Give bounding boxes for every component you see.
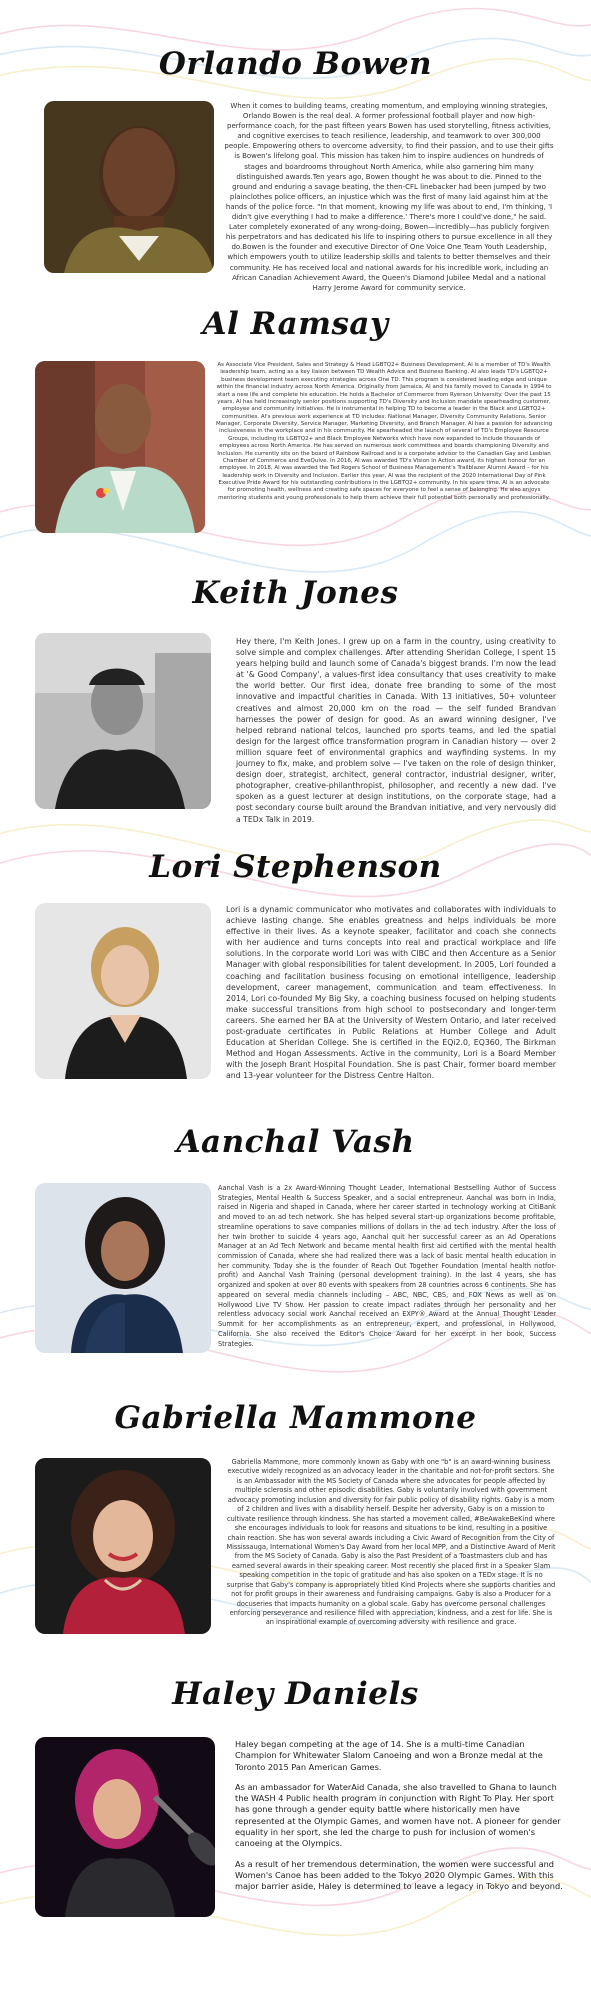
speaker-name: Aanchal Vash [176,1124,415,1160]
speaker-bio [235,1739,565,1902]
speaker-photo [35,903,211,1079]
speaker-bio: Lori is a dynamic communicator who motivates and collaborates with individuals to achieve lasting change. She enables greatness and helps individuals be more effective in their lives. As a keynote speaker, facilitator and coach she connects with her audience and turns concepts into real and practical workplace and life solutions. In the corporate world Lori was with CIBC and then Accenture as a Senior Manager with global responsibilities for talent development. In 2005, Lori founded a coaching and facilitation business focusing on emotional intelligence, leadership development, career management, communication and team effectiveness. In 2014, Lori co-founded My Big Sky, a coaching business focused on helping students make successful transitions from high school to postsecondary and longer-term careers. She earned her BA at the University of Western Ontario, and later received post-graduate certificates in Public Relations at Humber College and Adult Education at Sheridan College. She is certified in the EQi2.0, EQ360, The Birkman Method and Hogan Assessments. Active in the community, Lori is a Board Member with the Joseph Brant Hospital Foundation. She is past Chair, former board member and 13-year volunteer for the Distress Centre Halton. [226,905,556,1081]
speaker-photo [44,101,214,273]
speaker-bio: Gabriella Mammone, more commonly known as Gaby with one "b" is an award-winning business executive widely recognized as an advocacy leader in the charitable and not-for-profit sectors. She is an Ambassador with the MS Society of Canada where she advocates for people affected by multiple sclerosis and other episodic disabilities. Gaby is voluntarily involved with government advocacy promoting inclusion and diversity for fair public policy of disability rights. Gaby is a mom of 2 children and lives with a disability herself. Despite her adversity, Gaby is on a mission to cultivate resilience through kindness. She has started a movement called, #BeAwakeBeKind where she encourages individuals to look for reasons and situations to be kind, resulting in a positive chain reaction. She has won several awards including a Civic Award of Recognition from the City of Mississauga, International Women's Day Award from her local MPP, and a Distinctive Award of Merit from the MS Society of Canada. Gaby is also the Past President of a Toastmasters club and has earned several awards in their speaking career. Most recently she placed first in a Speaker Slam speaking competition in the topic of gratitude and has also spoken on a TEDx stage. It is no surprise that Gaby's company is appropriately titled Kind Projects where she supports charities and not for profit groups in their awareness and fundraising campaigns. Gaby is also a Producer for a docuseries that impacts humanity on a global scale. Gaby has overcome personal challenges enforcing perseverance and resilience filled with appreciation, kindness, and a zest for life. She is an inspirational example of overcoming adversity with resilience and grace. [226,1458,556,1627]
speaker-name: Haley Daniels [172,1676,419,1712]
speaker-bio: As Associate Vice President, Sales and Strategy & Head LGBTQ2+ Business Development, Al is a member of TD's Wealth leadership team, acting as a key liaison between TD Wealth Advice and Business Banking. Al also leads TD's LGBTQ2+ business development team executing strategies across One TD. This program is considered leading edge and unique within the financial industry across North America. Originally from Jamaica, Al and his family moved to Canada in 1994 to start a new life and complete his education. He holds a Bachelor of Commerce from Ryerson University. Over the past 15 years, Al has held increasingly senior positions supporting TD's Diversity and Inclusion mandate spearheading customer, employee and community initiatives. He is instrumental in helping TD to become a leader in the Black and LGBTQ2+ communities. Al's previous work experience at TD includes: National Manager, Diversity Community Relations, Senior Manager, Corporate Diversity, Service Manager, Marketing Diversity, and Branch Manager. Al has a passion for advancing inclusiveness in the workplace and in his community. He spearheaded the launch of several of TD's Employee Resource Groups, including its LGBTQ2+ and Black Employee Networks which have now expanded to include thousands of employees across North America. He has served on numerous work committees and boards championing Diversity and Inclusion. He currently sits on the board of Rainbow Railroad and is a corporate advisor to the Canadian Gay and Lesbian Chamber of Commerce and EveQuive. In 2016, Al was awarded TD's Vision in Action award, its highest honour for an employee. In 2018, Al was awarded the Ted Rogers School of Business Management's Trailblazer Alumni Award – for his leadership work in Diversity and Inclusion. Earlier this year, Al was the recipient of the 2020 International Day of Pink Executive Pride Award for his outstanding contributions in the LGBTQ2+ community. In his spare time, Al is an advocate for promoting health, wellness and creating safe spaces for everyone to feel a sense of belonging. He also enjoys mentoring students and young professionals to help them achieve their full potential both personally and professionally. [215,362,553,501]
speaker-bio: Aanchal Vash is a 2x Award-Winning Thought Leader, International Bestselling Author of Success Strategies, Mental Health & Success Speaker, and a social entrepreneur. Aanchal was born in India, raised in Nigeria and shaped in Canada, where her career started in technology working at CitiBank and moved to an ad tech network. She has helped several start-up organizations become profitable, streamline operations to save companies millions of dollars in the ad tech industry. After the loss of her twin brother to suicide 4 years ago, Aanchal quit her successful career as an Ad Operations Manager at an Ad Tech Network and became mental health first aid certified with the mental health commission of Canada, where she had realized there was a lack of basic mental health education in her community. Today she is the founder of Reach Out Together Foundation (mental health notfor-profit) and Aanchal Vash Training (personal development training). In the last 4 years, she has organized and spoken at over 80 events with speakers from 28 countries across 6 continents. She has appeared on several media channels including – ABC, NBC, CBS, and FOX News as well as on Hollywood Live TV Show. Her passion to create impact radiates through her personality and her relentless advocacy social work Aanchal received an EXPY® Award at the Annual Thought Leader Summit for her accomplishments as an entrepreneur, expert, and professional, in Hollywood, California. She also received the Editor's Choice Award for her excerpt in her book, Success Strategies. [218,1184,556,1348]
speaker-photo [35,361,205,533]
speaker-name: Al Ramsay [202,306,389,342]
speaker-photo [35,1737,215,1917]
speaker-photo [35,1458,211,1634]
speaker-bio: When it comes to building teams, creating momentum, and employing winning strategies, Orlando Bowen is the real deal. A former professional football player and now high-performance coach, for the past fifteen years Bowen has used storytelling, fitness activities, and cognitive exercises to teach resilience, leadership, and teamwork to over 300,000 people. Empowering others to overcome adversity, to find their passion, and to use their gifts is Bowen's lifelong goal. This mission has taken him to inspire audiences on hundreds of stages and boardrooms throughout North America, while also garnering him many distinguished awards.Ten years ago, Bowen thought he was about to die. Pinned to the ground and enduring a savage beating, the then-CFL linebacker had been jumped by two plainclothes police officers, an injustice which was the first of many laid against him at the hands of the police force. "In that moment, knowing my life was about to end, I'm thinking, 'I didn't give everything I had to make a difference.' There's more I could've done," he said. Later completely exonerated of any wrong-doing, Bowen—incredibly—has publicly forgiven his perpetrators and has dedicated his life to inspiring others to pursue excellence in all they do.Bowen is the founder and executive Director of One Voice One Team Youth Leadership, which empowers youth to utilize leadership skills and talents to better themselves and their community. He has received local and national awards for his incredible work, including an African Canadian Achievement Award, the Queen's Diamond Jubilee Medal and a national Harry Jerome Award for community service. [224,102,554,292]
speaker-name: Orlando Bowen [158,46,433,82]
bio-paragraph: As an ambassador for WaterAid Canada, she also travelled to Ghana to launch the WASH 4 Public health program in conjunction with Right To Play. Her sport has gone through a gender equity battle where historically men have represented at the Olympic Games, and women have not. A pioneer for gender equality in her sport, she led the charge to push for inclusion of women's canoeing at the Olympics. [235,1781,561,1849]
speaker-name: Lori Stephenson [149,849,442,885]
bio-paragraph: As a result of her tremendous determination, the women were successful and Women's Canoe has been added to the Tokyo 2020 Olympic Games. With this major barrier aside, Haley is determined to leave a legacy in Tokyo and beyond. [235,1858,563,1892]
speaker-photo [35,1183,211,1353]
speaker-name: Keith Jones [192,575,399,611]
speaker-photo [35,633,211,809]
speaker-bio: Hey there, I'm Keith Jones. I grew up on a farm in the country, using creativity to solve simple and complex challenges. After attending Sheridan College, I spent 15 years helping build and launch some of Canada's biggest brands. I'm now the lead at '& Good Company', a values-first idea consultancy that uses creativity to make the world better. Our first idea, donate free branding to some of the most innovative and impactful charities in Canada. With 13 initiatives, 50+ volunteer creatives and almost 20,000 km on the road — the self funded Brandvan harnesses the power of design for good. As an award winning designer, I've helped rebrand national telcos, launched pro sports teams, and led the spatial design for the largest office transformation program in Canadian history — over 2 million square feet of environmental graphics and wayfinding systems. In my journey to fix, make, and problem solve — I've taken on the role of design thinker, design doer, strategist, architect, general contractor, industrial designer, writer, photographer, creative-philanthropist, philosopher, and recently a new dad. I've spoken as a guest lecturer at design institutions, on the corporate stage, had a post secondary course built around the Brandvan initiative, and very nervously did a TEDx Talk in 2019. [236,637,556,824]
speaker-name: Gabriella Mammone [114,1400,477,1436]
bio-paragraph: Haley began competing at the age of 14. She is a multi-time Canadian Champion for Whitewater Slalom Canoeing and won a Bronze medal at the Toronto 2015 Pan American Games. [235,1739,543,1772]
